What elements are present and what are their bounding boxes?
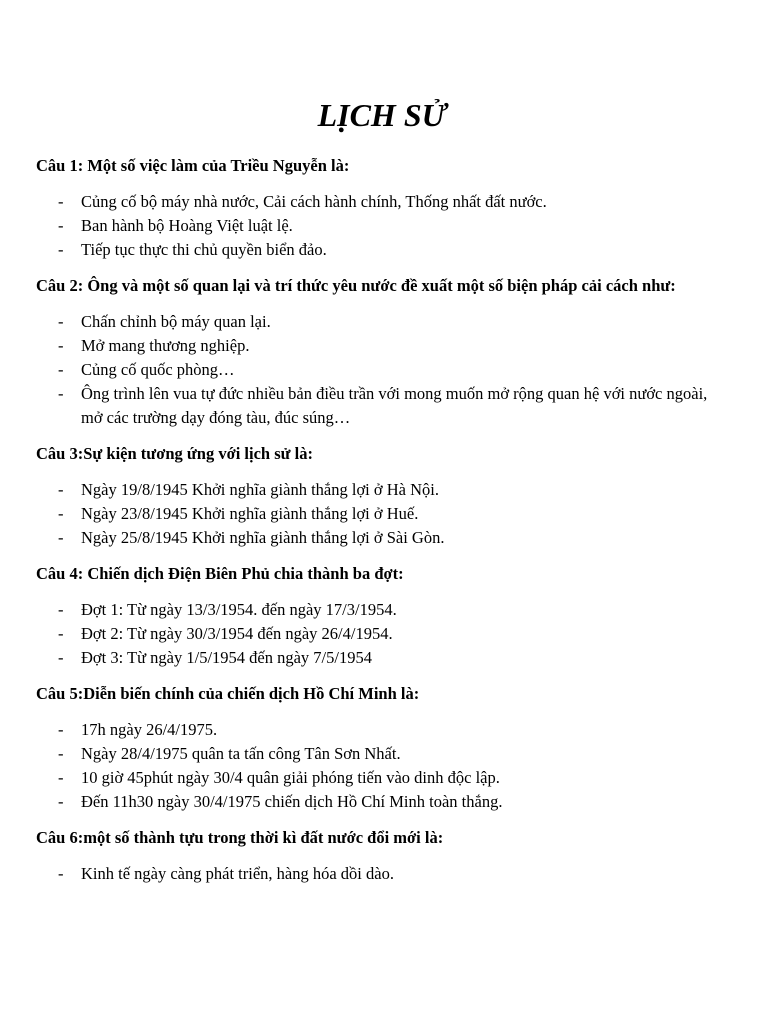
dash-bullet: -	[58, 360, 64, 379]
answer-item	[36, 766, 728, 790]
answer-item	[36, 382, 728, 430]
answer-text: Mở mang thương nghiệp.	[81, 336, 250, 355]
dash-bullet: -	[58, 600, 64, 619]
question-section	[36, 562, 728, 670]
answer-text: Đợt 2: Từ ngày 30/3/1954 đến ngày 26/4/1954.	[81, 624, 393, 643]
dash-bullet: -	[58, 504, 64, 523]
answer-text: Đợt 3: Từ ngày 1/5/1954 đến ngày 7/5/1954	[81, 648, 372, 667]
answer-item	[36, 238, 728, 262]
answer-item	[36, 358, 728, 382]
answer-item	[36, 190, 728, 214]
answer-text: Củng cố quốc phòng…	[81, 360, 235, 379]
answer-item	[36, 598, 728, 622]
dash-bullet: -	[58, 624, 64, 643]
question-heading: Câu 6:một số thành tựu trong thời kì đất nước đổi mới là:	[36, 828, 444, 847]
dash-bullet: -	[58, 768, 64, 787]
answer-text: Ngày 19/8/1945 Khởi nghĩa giành thắng lợi ở Hà Nội.	[81, 480, 439, 499]
question-section	[36, 682, 728, 814]
answer-list	[36, 718, 728, 814]
answer-text: Kinh tế ngày càng phát triển, hàng hóa dồi dào.	[81, 864, 394, 883]
answer-list	[36, 862, 728, 886]
dash-bullet: -	[58, 648, 64, 667]
answer-item	[36, 862, 728, 886]
question-section	[36, 826, 728, 886]
dash-bullet: -	[58, 384, 64, 403]
answer-item	[36, 526, 728, 550]
dash-bullet: -	[58, 216, 64, 235]
answer-item	[36, 790, 728, 814]
question-heading: Câu 3:Sự kiện tương ứng với lịch sử là:	[36, 444, 314, 463]
answer-text: Đợt 1: Từ ngày 13/3/1954. đến ngày 17/3/1954.	[81, 600, 397, 619]
answer-item	[36, 742, 728, 766]
dash-bullet: -	[58, 720, 64, 739]
answer-text: 17h ngày 26/4/1975.	[81, 720, 218, 739]
question-sections	[36, 154, 728, 886]
question-section	[36, 442, 728, 550]
question-section	[36, 154, 728, 262]
answer-item	[36, 502, 728, 526]
dash-bullet: -	[58, 336, 64, 355]
question-heading: Câu 5:Diễn biến chính của chiến dịch Hồ Chí Minh là:	[36, 684, 420, 703]
answer-item	[36, 310, 728, 334]
answer-item	[36, 334, 728, 358]
dash-bullet: -	[58, 744, 64, 763]
dash-bullet: -	[58, 192, 64, 211]
answer-item	[36, 646, 728, 670]
answer-text: Đến 11h30 ngày 30/4/1975 chiến dịch Hồ Chí Minh toàn thắng.	[81, 792, 503, 811]
answer-text: Ban hành bộ Hoàng Việt luật lệ.	[81, 216, 293, 235]
dash-bullet: -	[58, 480, 64, 499]
answer-list	[36, 478, 728, 550]
question-section	[36, 274, 728, 430]
answer-item	[36, 478, 728, 502]
answer-list	[36, 310, 728, 430]
answer-list	[36, 190, 728, 262]
answer-text: Ngày 25/8/1945 Khởi nghĩa giành thắng lợi ở Sài Gòn.	[81, 528, 445, 547]
dash-bullet: -	[58, 312, 64, 331]
dash-bullet: -	[58, 864, 64, 883]
question-heading: Câu 4: Chiến dịch Điện Biên Phủ chia thành ba đợt:	[36, 564, 404, 583]
dash-bullet: -	[58, 528, 64, 547]
question-heading: Câu 1: Một số việc làm của Triều Nguyễn là:	[36, 156, 350, 175]
dash-bullet: -	[58, 240, 64, 259]
answer-text: 10 giờ 45phút ngày 30/4 quân giải phóng tiến vào dinh độc lập.	[81, 768, 500, 787]
answer-text: Ngày 23/8/1945 Khởi nghĩa giành thắng lợi ở Huế.	[81, 504, 419, 523]
dash-bullet: -	[58, 792, 64, 811]
answer-list	[36, 598, 728, 670]
document-title: LỊCH SỬ	[317, 97, 447, 133]
answer-text: Ngày 28/4/1975 quân ta tấn công Tân Sơn Nhất.	[81, 744, 401, 763]
answer-item	[36, 718, 728, 742]
answer-text: Chấn chỉnh bộ máy quan lại.	[81, 312, 271, 331]
answer-text: Củng cố bộ máy nhà nước, Cải cách hành chính, Thống nhất đất nước.	[81, 192, 547, 211]
answer-text: Tiếp tục thực thi chủ quyền biển đảo.	[81, 240, 327, 259]
answer-item	[36, 214, 728, 238]
answer-text: Ông trình lên vua tự đức nhiều bản điều trần với mong muốn mở rộng quan hệ với nước ngoài, mở các trường dạy đóng tàu, đúc súng…	[81, 384, 708, 427]
question-heading: Câu 2: Ông và một số quan lại và trí thức yêu nước đề xuất một số biện pháp cải cách như:	[36, 276, 676, 295]
answer-item	[36, 622, 728, 646]
